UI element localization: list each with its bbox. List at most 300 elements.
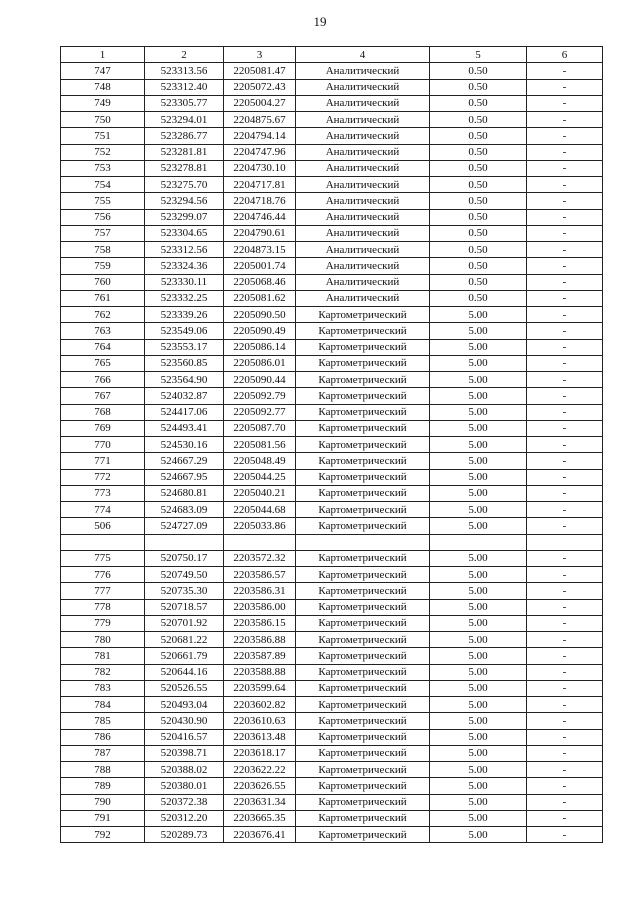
cell-note: - xyxy=(527,177,603,193)
table-row xyxy=(61,550,603,566)
cell-method: Картометрический xyxy=(296,388,430,404)
cell-point-number: 770 xyxy=(61,437,145,453)
cell-note: - xyxy=(527,729,603,745)
cell-note: - xyxy=(527,420,603,436)
cell-note: - xyxy=(527,502,603,518)
cell-y-coordinate: 2205081.62 xyxy=(224,290,296,306)
cell-note: - xyxy=(527,355,603,371)
cell-x-coordinate: 520398.71 xyxy=(145,745,224,761)
cell-y-coordinate: 2205048.49 xyxy=(224,453,296,469)
cell-method: Аналитический xyxy=(296,225,430,241)
cell-note: - xyxy=(527,745,603,761)
cell-point-number: 755 xyxy=(61,193,145,209)
cell-accuracy: 0.50 xyxy=(430,225,527,241)
cell-method: Картометрический xyxy=(296,794,430,810)
cell-accuracy: 5.00 xyxy=(430,827,527,843)
cell-accuracy: 0.50 xyxy=(430,112,527,128)
cell-point-number: 757 xyxy=(61,225,145,241)
cell-point-number: 747 xyxy=(61,63,145,79)
cell-y-coordinate: 2203588.88 xyxy=(224,664,296,680)
table-row xyxy=(61,469,603,485)
cell-x-coordinate: 520750.17 xyxy=(145,550,224,566)
cell-x-coordinate: 520430.90 xyxy=(145,713,224,729)
cell-point-number: 790 xyxy=(61,794,145,810)
cell-accuracy: 5.00 xyxy=(430,648,527,664)
cell-x-coordinate: 520644.16 xyxy=(145,664,224,680)
cell-point-number: 506 xyxy=(61,518,145,534)
cell-x-coordinate: 520312.20 xyxy=(145,810,224,826)
cell-accuracy: 0.50 xyxy=(430,79,527,95)
table-row xyxy=(61,372,603,388)
table-row xyxy=(61,258,603,274)
cell-y-coordinate: 2205092.79 xyxy=(224,388,296,404)
table-row xyxy=(61,95,603,111)
cell-point-number: 777 xyxy=(61,583,145,599)
cell-note: - xyxy=(527,648,603,664)
cell-x-coordinate: 523305.77 xyxy=(145,95,224,111)
cell-note: - xyxy=(527,404,603,420)
cell-point-number: 782 xyxy=(61,664,145,680)
header-cell-accuracy: 5 xyxy=(430,47,527,63)
cell-accuracy: 5.00 xyxy=(430,469,527,485)
cell-method: Картометрический xyxy=(296,420,430,436)
table-row xyxy=(61,762,603,778)
table-row xyxy=(61,225,603,241)
cell-accuracy: 0.50 xyxy=(430,193,527,209)
cell-y-coordinate: 2203572.32 xyxy=(224,550,296,566)
cell-method: Картометрический xyxy=(296,713,430,729)
cell-note: - xyxy=(527,762,603,778)
cell-method: Картометрический xyxy=(296,404,430,420)
cell-accuracy: 5.00 xyxy=(430,420,527,436)
cell-accuracy: 5.00 xyxy=(430,485,527,501)
cell-y-coordinate: 2203610.63 xyxy=(224,713,296,729)
cell-accuracy: 5.00 xyxy=(430,615,527,631)
table-row xyxy=(61,209,603,225)
cell-x-coordinate: 520749.50 xyxy=(145,567,224,583)
cell-x-coordinate: 523281.81 xyxy=(145,144,224,160)
table-row xyxy=(61,827,603,843)
header-cell-y-coordinate: 3 xyxy=(224,47,296,63)
cell-accuracy: 5.00 xyxy=(430,664,527,680)
cell-point-number: 778 xyxy=(61,599,145,615)
cell-point-number: 785 xyxy=(61,713,145,729)
cell-y-coordinate: 2203586.31 xyxy=(224,583,296,599)
table-row xyxy=(61,274,603,290)
cell-x-coordinate: 523560.85 xyxy=(145,355,224,371)
cell-method: Аналитический xyxy=(296,95,430,111)
cell-method: Картометрический xyxy=(296,583,430,599)
table-row xyxy=(61,339,603,355)
table-row xyxy=(61,680,603,696)
cell-point-number: 779 xyxy=(61,615,145,631)
cell-point-number: 789 xyxy=(61,778,145,794)
cell-note: - xyxy=(527,810,603,826)
cell-x-coordinate: 520388.02 xyxy=(145,762,224,778)
table-row xyxy=(61,404,603,420)
header-cell-point-number: 1 xyxy=(61,47,145,63)
cell-y-coordinate: 2205081.47 xyxy=(224,63,296,79)
cell-point-number: 750 xyxy=(61,112,145,128)
cell-x-coordinate: 520493.04 xyxy=(145,697,224,713)
cell-y-coordinate: 2203613.48 xyxy=(224,729,296,745)
cell-accuracy: 0.50 xyxy=(430,128,527,144)
cell-y-coordinate: 2205086.14 xyxy=(224,339,296,355)
cell-method: Картометрический xyxy=(296,469,430,485)
table-row xyxy=(61,599,603,615)
table-row xyxy=(61,534,603,550)
cell-note: - xyxy=(527,193,603,209)
cell-point-number xyxy=(61,534,145,550)
cell-x-coordinate: 523312.40 xyxy=(145,79,224,95)
cell-point-number: 762 xyxy=(61,307,145,323)
cell-note: - xyxy=(527,437,603,453)
cell-x-coordinate: 523286.77 xyxy=(145,128,224,144)
cell-accuracy: 5.00 xyxy=(430,437,527,453)
cell-note: - xyxy=(527,827,603,843)
table-row xyxy=(61,518,603,534)
cell-y-coordinate: 2204718.76 xyxy=(224,193,296,209)
cell-accuracy: 5.00 xyxy=(430,599,527,615)
cell-note: - xyxy=(527,339,603,355)
cell-y-coordinate: 2204717.81 xyxy=(224,177,296,193)
cell-x-coordinate: 524680.81 xyxy=(145,485,224,501)
page-number: 19 xyxy=(313,14,327,29)
table-row xyxy=(61,745,603,761)
cell-note: - xyxy=(527,680,603,696)
cell-accuracy: 5.00 xyxy=(430,307,527,323)
cell-method: Аналитический xyxy=(296,128,430,144)
cell-y-coordinate: 2203599.64 xyxy=(224,680,296,696)
cell-point-number: 752 xyxy=(61,144,145,160)
cell-x-coordinate: 524727.09 xyxy=(145,518,224,534)
cell-accuracy: 5.00 xyxy=(430,567,527,583)
cell-x-coordinate: 523299.07 xyxy=(145,209,224,225)
cell-y-coordinate: 2205090.44 xyxy=(224,372,296,388)
cell-method: Картометрический xyxy=(296,648,430,664)
table-row xyxy=(61,729,603,745)
cell-accuracy: 5.00 xyxy=(430,632,527,648)
table-row xyxy=(61,160,603,176)
cell-point-number: 761 xyxy=(61,290,145,306)
cell-method: Аналитический xyxy=(296,290,430,306)
cell-point-number: 774 xyxy=(61,502,145,518)
cell-y-coordinate: 2203618.17 xyxy=(224,745,296,761)
table-row xyxy=(61,437,603,453)
cell-accuracy: 5.00 xyxy=(430,388,527,404)
cell-point-number: 748 xyxy=(61,79,145,95)
table-row xyxy=(61,290,603,306)
table-row xyxy=(61,648,603,664)
table-row xyxy=(61,502,603,518)
cell-accuracy: 0.50 xyxy=(430,242,527,258)
cell-note: - xyxy=(527,485,603,501)
cell-point-number: 767 xyxy=(61,388,145,404)
cell-accuracy: 5.00 xyxy=(430,794,527,810)
cell-method: Картометрический xyxy=(296,729,430,745)
cell-accuracy: 5.00 xyxy=(430,355,527,371)
cell-y-coordinate: 2203676.41 xyxy=(224,827,296,843)
cell-note: - xyxy=(527,599,603,615)
cell-x-coordinate: 520372.38 xyxy=(145,794,224,810)
cell-x-coordinate: 520681.22 xyxy=(145,632,224,648)
cell-y-coordinate: 2203586.15 xyxy=(224,615,296,631)
cell-method: Картометрический xyxy=(296,550,430,566)
cell-method: Аналитический xyxy=(296,193,430,209)
cell-accuracy: 5.00 xyxy=(430,550,527,566)
cell-note: - xyxy=(527,274,603,290)
table-row xyxy=(61,323,603,339)
cell-method xyxy=(296,534,430,550)
cell-note: - xyxy=(527,567,603,583)
table-row xyxy=(61,355,603,371)
cell-x-coordinate: 524530.16 xyxy=(145,437,224,453)
cell-point-number: 775 xyxy=(61,550,145,566)
cell-point-number: 768 xyxy=(61,404,145,420)
cell-method: Картометрический xyxy=(296,827,430,843)
table-row xyxy=(61,615,603,631)
cell-x-coordinate: 523294.56 xyxy=(145,193,224,209)
cell-accuracy: 0.50 xyxy=(430,290,527,306)
cell-point-number: 756 xyxy=(61,209,145,225)
table-header-row xyxy=(61,47,603,63)
table-row xyxy=(61,567,603,583)
cell-note: - xyxy=(527,258,603,274)
cell-method: Аналитический xyxy=(296,209,430,225)
cell-note: - xyxy=(527,128,603,144)
cell-accuracy: 5.00 xyxy=(430,762,527,778)
table-row xyxy=(61,307,603,323)
cell-method: Аналитический xyxy=(296,274,430,290)
cell-y-coordinate: 2205044.68 xyxy=(224,502,296,518)
cell-x-coordinate: 520380.01 xyxy=(145,778,224,794)
cell-accuracy: 5.00 xyxy=(430,453,527,469)
cell-point-number: 771 xyxy=(61,453,145,469)
table-row xyxy=(61,79,603,95)
cell-point-number: 763 xyxy=(61,323,145,339)
cell-accuracy: 0.50 xyxy=(430,274,527,290)
cell-y-coordinate: 2205081.56 xyxy=(224,437,296,453)
cell-accuracy: 5.00 xyxy=(430,339,527,355)
cell-y-coordinate: 2203586.88 xyxy=(224,632,296,648)
cell-note: - xyxy=(527,778,603,794)
cell-y-coordinate: 2203586.00 xyxy=(224,599,296,615)
cell-accuracy: 0.50 xyxy=(430,209,527,225)
cell-y-coordinate: 2204873.15 xyxy=(224,242,296,258)
cell-method: Картометрический xyxy=(296,307,430,323)
cell-y-coordinate: 2205040.21 xyxy=(224,485,296,501)
cell-point-number: 772 xyxy=(61,469,145,485)
cell-y-coordinate: 2204875.67 xyxy=(224,112,296,128)
cell-method: Картометрический xyxy=(296,778,430,794)
cell-note: - xyxy=(527,160,603,176)
cell-method: Аналитический xyxy=(296,112,430,128)
cell-method: Картометрический xyxy=(296,697,430,713)
cell-note: - xyxy=(527,388,603,404)
cell-x-coordinate: 523332.25 xyxy=(145,290,224,306)
cell-method: Аналитический xyxy=(296,258,430,274)
cell-point-number: 791 xyxy=(61,810,145,826)
cell-y-coordinate: 2203586.57 xyxy=(224,567,296,583)
table-row xyxy=(61,583,603,599)
cell-note: - xyxy=(527,632,603,648)
cell-x-coordinate: 520289.73 xyxy=(145,827,224,843)
cell-accuracy: 5.00 xyxy=(430,323,527,339)
table-row xyxy=(61,63,603,79)
cell-accuracy: 5.00 xyxy=(430,778,527,794)
cell-y-coordinate: 2203622.22 xyxy=(224,762,296,778)
cell-note: - xyxy=(527,63,603,79)
cell-point-number: 758 xyxy=(61,242,145,258)
cell-method: Аналитический xyxy=(296,242,430,258)
cell-note: - xyxy=(527,323,603,339)
cell-x-coordinate: 520661.79 xyxy=(145,648,224,664)
cell-point-number: 773 xyxy=(61,485,145,501)
cell-method: Картометрический xyxy=(296,339,430,355)
cell-point-number: 751 xyxy=(61,128,145,144)
cell-accuracy: 5.00 xyxy=(430,810,527,826)
cell-x-coordinate: 523304.65 xyxy=(145,225,224,241)
cell-y-coordinate: 2205092.77 xyxy=(224,404,296,420)
cell-accuracy: 5.00 xyxy=(430,404,527,420)
cell-method: Картометрический xyxy=(296,810,430,826)
cell-note: - xyxy=(527,469,603,485)
cell-y-coordinate: 2203631.34 xyxy=(224,794,296,810)
cell-accuracy: 5.00 xyxy=(430,713,527,729)
cell-note: - xyxy=(527,372,603,388)
cell-x-coordinate: 520526.55 xyxy=(145,680,224,696)
cell-x-coordinate: 524667.29 xyxy=(145,453,224,469)
header-cell-method: 4 xyxy=(296,47,430,63)
cell-note: - xyxy=(527,225,603,241)
cell-accuracy: 5.00 xyxy=(430,680,527,696)
cell-note: - xyxy=(527,242,603,258)
cell-x-coordinate: 523339.26 xyxy=(145,307,224,323)
cell-accuracy: 5.00 xyxy=(430,583,527,599)
cell-x-coordinate: 524493.41 xyxy=(145,420,224,436)
cell-x-coordinate: 520416.57 xyxy=(145,729,224,745)
cell-accuracy: 5.00 xyxy=(430,729,527,745)
cell-accuracy: 5.00 xyxy=(430,372,527,388)
cell-x-coordinate: 524667.95 xyxy=(145,469,224,485)
cell-point-number: 765 xyxy=(61,355,145,371)
cell-accuracy: 0.50 xyxy=(430,177,527,193)
cell-method: Картометрический xyxy=(296,323,430,339)
table-row xyxy=(61,388,603,404)
cell-method: Картометрический xyxy=(296,615,430,631)
table-row xyxy=(61,144,603,160)
cell-y-coordinate: 2205090.50 xyxy=(224,307,296,323)
cell-method: Картометрический xyxy=(296,355,430,371)
cell-accuracy: 0.50 xyxy=(430,95,527,111)
cell-note xyxy=(527,534,603,550)
table-row xyxy=(61,242,603,258)
table-row xyxy=(61,193,603,209)
cell-method: Картометрический xyxy=(296,485,430,501)
table-row xyxy=(61,485,603,501)
cell-accuracy: 0.50 xyxy=(430,63,527,79)
cell-method: Картометрический xyxy=(296,762,430,778)
cell-y-coordinate: 2204794.14 xyxy=(224,128,296,144)
table-row xyxy=(61,778,603,794)
cell-x-coordinate: 523549.06 xyxy=(145,323,224,339)
cell-y-coordinate: 2205072.43 xyxy=(224,79,296,95)
cell-x-coordinate: 520718.57 xyxy=(145,599,224,615)
cell-x-coordinate: 523313.56 xyxy=(145,63,224,79)
cell-point-number: 781 xyxy=(61,648,145,664)
cell-note: - xyxy=(527,664,603,680)
table-row xyxy=(61,697,603,713)
header-cell-note: 6 xyxy=(527,47,603,63)
cell-method: Картометрический xyxy=(296,745,430,761)
table-row xyxy=(61,713,603,729)
cell-accuracy xyxy=(430,534,527,550)
cell-point-number: 769 xyxy=(61,420,145,436)
cell-point-number: 749 xyxy=(61,95,145,111)
cell-x-coordinate: 523324.36 xyxy=(145,258,224,274)
table-row xyxy=(61,453,603,469)
cell-accuracy: 0.50 xyxy=(430,258,527,274)
cell-method: Аналитический xyxy=(296,79,430,95)
cell-point-number: 764 xyxy=(61,339,145,355)
cell-x-coordinate: 520701.92 xyxy=(145,615,224,631)
cell-point-number: 760 xyxy=(61,274,145,290)
cell-point-number: 784 xyxy=(61,697,145,713)
cell-y-coordinate: 2205001.74 xyxy=(224,258,296,274)
cell-note: - xyxy=(527,95,603,111)
cell-point-number: 788 xyxy=(61,762,145,778)
cell-x-coordinate: 524032.87 xyxy=(145,388,224,404)
cell-method: Аналитический xyxy=(296,160,430,176)
cell-note: - xyxy=(527,290,603,306)
cell-note: - xyxy=(527,697,603,713)
cell-x-coordinate: 523564.90 xyxy=(145,372,224,388)
cell-method: Картометрический xyxy=(296,453,430,469)
cell-note: - xyxy=(527,615,603,631)
coordinates-table xyxy=(60,46,603,843)
cell-method: Картометрический xyxy=(296,372,430,388)
cell-y-coordinate: 2205086.01 xyxy=(224,355,296,371)
cell-point-number: 780 xyxy=(61,632,145,648)
cell-point-number: 766 xyxy=(61,372,145,388)
table-row xyxy=(61,177,603,193)
cell-y-coordinate: 2203626.55 xyxy=(224,778,296,794)
cell-point-number: 759 xyxy=(61,258,145,274)
cell-note: - xyxy=(527,79,603,95)
cell-accuracy: 0.50 xyxy=(430,160,527,176)
table-row xyxy=(61,794,603,810)
cell-accuracy: 0.50 xyxy=(430,144,527,160)
cell-x-coordinate: 524417.06 xyxy=(145,404,224,420)
cell-method: Картометрический xyxy=(296,599,430,615)
cell-note: - xyxy=(527,713,603,729)
cell-note: - xyxy=(527,583,603,599)
cell-y-coordinate: 2205090.49 xyxy=(224,323,296,339)
cell-x-coordinate: 523294.01 xyxy=(145,112,224,128)
cell-x-coordinate xyxy=(145,534,224,550)
cell-point-number: 753 xyxy=(61,160,145,176)
cell-method: Картометрический xyxy=(296,632,430,648)
cell-method: Картометрический xyxy=(296,664,430,680)
cell-y-coordinate: 2205087.70 xyxy=(224,420,296,436)
cell-x-coordinate: 523553.17 xyxy=(145,339,224,355)
table-row xyxy=(61,632,603,648)
cell-note: - xyxy=(527,518,603,534)
cell-method: Аналитический xyxy=(296,144,430,160)
cell-accuracy: 5.00 xyxy=(430,745,527,761)
cell-method: Картометрический xyxy=(296,502,430,518)
cell-point-number: 787 xyxy=(61,745,145,761)
